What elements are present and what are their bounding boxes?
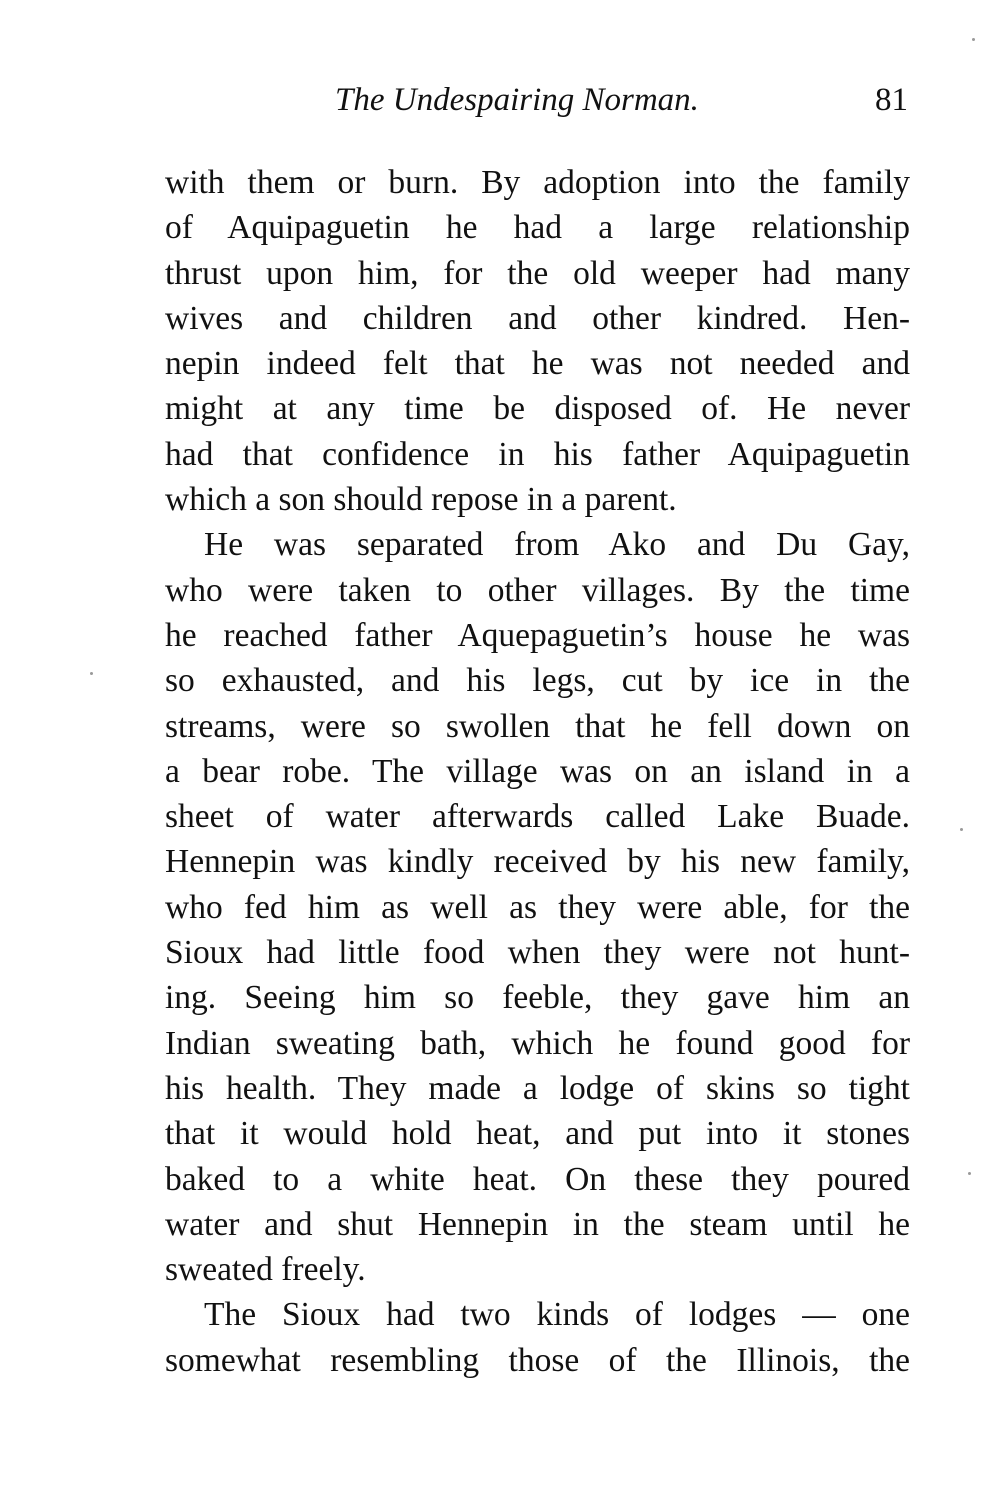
text-line: He was separated from Ako and Du Gay, xyxy=(204,526,910,564)
text-line: who fed him as well as they were able, for the xyxy=(165,888,910,926)
text-line: his health. They made a lodge of skins so tight xyxy=(165,1069,910,1107)
text-line: sheet of water afterwards called Lake Buade. xyxy=(165,798,910,836)
page-number: 81 xyxy=(875,82,908,118)
text-line: wives and children and other kindred. Hen- xyxy=(165,299,910,337)
text-line: ing. Seeing him so feeble, they gave him an xyxy=(165,979,910,1017)
text-line: Sioux had little food when they were not hunt- xyxy=(165,934,910,972)
text-line: might at any time be disposed of. He never xyxy=(165,390,910,428)
text-line: of Aquipaguetin he had a large relationship xyxy=(165,209,910,247)
paragraph xyxy=(165,160,910,522)
text-line: had that confidence in his father Aquipaguetin xyxy=(165,435,910,473)
text-line: a bear robe. The village was on an island in a xyxy=(165,752,910,790)
body-text xyxy=(165,160,910,1383)
text-line: The Sioux had two kinds of lodges — one xyxy=(204,1296,910,1334)
text-line: sweated freely. xyxy=(165,1251,366,1289)
text-line: which a son should repose in a parent. xyxy=(165,481,677,519)
paragraph xyxy=(165,1292,910,1383)
text-line: that it would hold heat, and put into it stones xyxy=(165,1115,910,1153)
scan-speck xyxy=(968,1172,971,1175)
scan-speck xyxy=(960,828,963,831)
scan-speck xyxy=(90,672,93,675)
text-line: thrust upon him, for the old weeper had many xyxy=(165,254,910,292)
text-line: who were taken to other villages. By the time xyxy=(165,571,910,609)
running-title: The Undespairing Norman. xyxy=(335,82,699,118)
paragraph xyxy=(165,522,910,1292)
text-line: streams, were so swollen that he fell down on xyxy=(165,707,910,745)
text-line: Indian sweating bath, which he found good for xyxy=(165,1024,910,1062)
text-line: he reached father Aquepaguetin’s house he was xyxy=(165,616,910,654)
running-head xyxy=(165,82,910,126)
text-line: water and shut Hennepin in the steam until he xyxy=(165,1205,910,1243)
text-line: with them or burn. By adoption into the family xyxy=(165,164,910,201)
text-line: somewhat resembling those of the Illinois, the xyxy=(165,1341,910,1379)
text-line: Hennepin was kindly received by his new family, xyxy=(165,843,910,881)
scan-speck xyxy=(972,38,975,41)
text-line: so exhausted, and his legs, cut by ice in the xyxy=(165,662,910,700)
text-line: baked to a white heat. On these they poured xyxy=(165,1160,910,1198)
text-line: nepin indeed felt that he was not needed and xyxy=(165,345,910,383)
